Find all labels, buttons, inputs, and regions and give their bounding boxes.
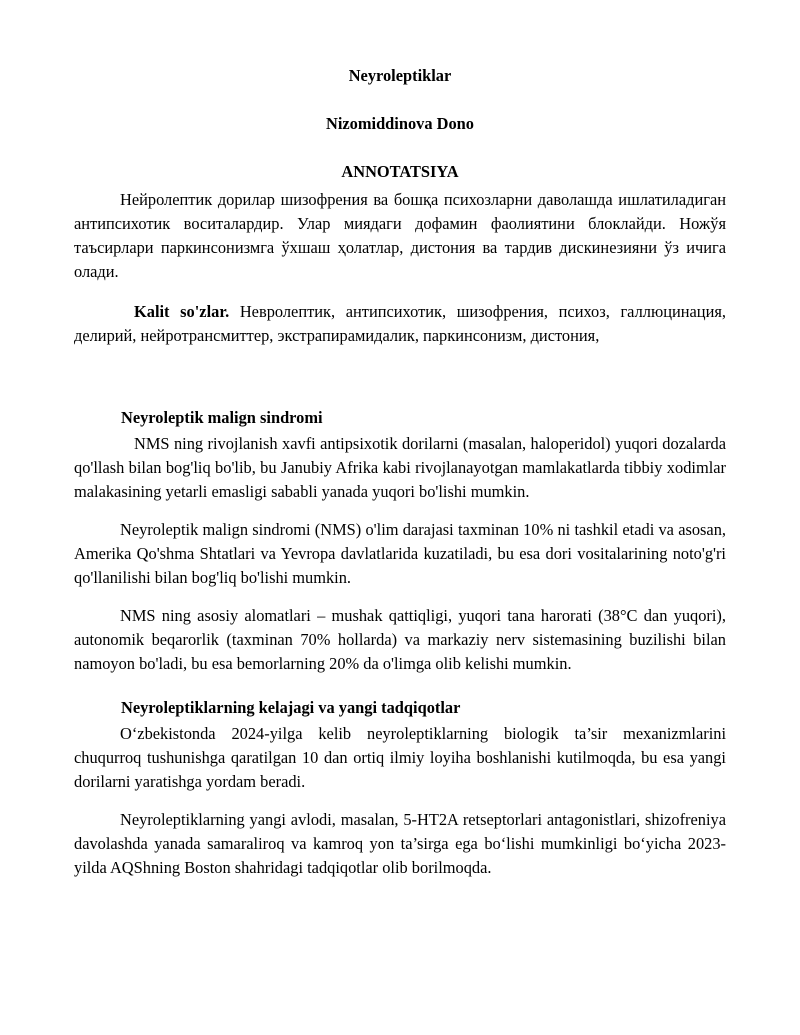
keywords-text: Невролептик, антипсихотик, шизофрения, психоз, галлюцинация, делирий, нейротрансмиттер, экстрапирамидалик, паркинсонизм, дистония,	[74, 302, 726, 345]
section2-paragraph-1: O‘zbekistonda 2024-yilga kelib neyroleptiklarning biologik ta’sir mexanizmlarini chuqurroq tushunishga qaratilgan 10 dan ortiq ilmiy loyiha boshlanishi kutilmoqda, bu esa yangi dorilarni yaratishga yordam beradi.	[74, 724, 726, 791]
document-title: Neyroleptiklar	[348, 66, 452, 85]
section-heading-nms: Neyroleptik malign sindromi	[121, 408, 323, 427]
keywords-label: Kalit so'zlar.	[134, 302, 230, 321]
author-name: Nizomiddinova Dono	[326, 114, 474, 133]
document-page	[74, 64, 726, 880]
annotation-text: Нейролептик дорилар шизофрения ва бошқа психозларни даволашда ишлатиладиган антипсихотик воситалардир. Улар миядаги дофамин фаолиятини блоклайди. Ножўя таъсирлари паркинсонизмга ўхшаш ҳолатлар, дистония ва тардив дискинезияни ўз ичига олади.	[74, 190, 726, 281]
keywords-paragraph	[74, 300, 726, 348]
section1-paragraph-3: NMS ning asosiy alomatlari – mushak qattiqligi, yuqori tana harorati (38°C dan yuqori), autonomik beqarorlik (taxminan 70% hollarda) va markaziy nerv sistemasining buzilishi bilan namoyon bo'ladi, bu esa bemorlarning 20% da o'limga olib kelishi mumkin.	[74, 606, 726, 673]
section1-paragraph-1: NMS ning rivojlanish xavfi antipsixotik dorilarni (masalan, haloperidol) yuqori dozalarda qo'llash bilan bog'liq bo'lib, bu Janubiy Afrika kabi rivojlanayotgan mamlakatlarda tibbiy xodimlar malakasining yetarli emasligi sababli yanada yuqori bo'lishi mumkin.	[74, 434, 726, 501]
annotation-heading: ANNOTATSIYA	[341, 162, 459, 181]
section-heading-future: Neyroleptiklarning kelajagi va yangi tadqiqotlar	[121, 698, 461, 717]
section2-paragraph-2: Neyroleptiklarning yangi avlodi, masalan, 5-HT2A retseptorlari antagonistlari, shizofreniya davolashda yanada samaraliroq va kamroq yon ta’sirga ega bo‘lishi mumkinligi bo‘yicha 2023-yilda AQShning Boston shahridagi tadqiqotlar olib borilmoqda.	[74, 810, 726, 877]
section1-paragraph-2: Neyroleptik malign sindromi (NMS) o'lim darajasi taxminan 10% ni tashkil etadi va asosan, Amerika Qo'shma Shtatlari va Yevropa davlatlarida kuzatiladi, bu esa dori vositalarining noto'g'ri qo'llanilishi bilan bog'liq bo'lishi mumkin.	[74, 520, 726, 587]
